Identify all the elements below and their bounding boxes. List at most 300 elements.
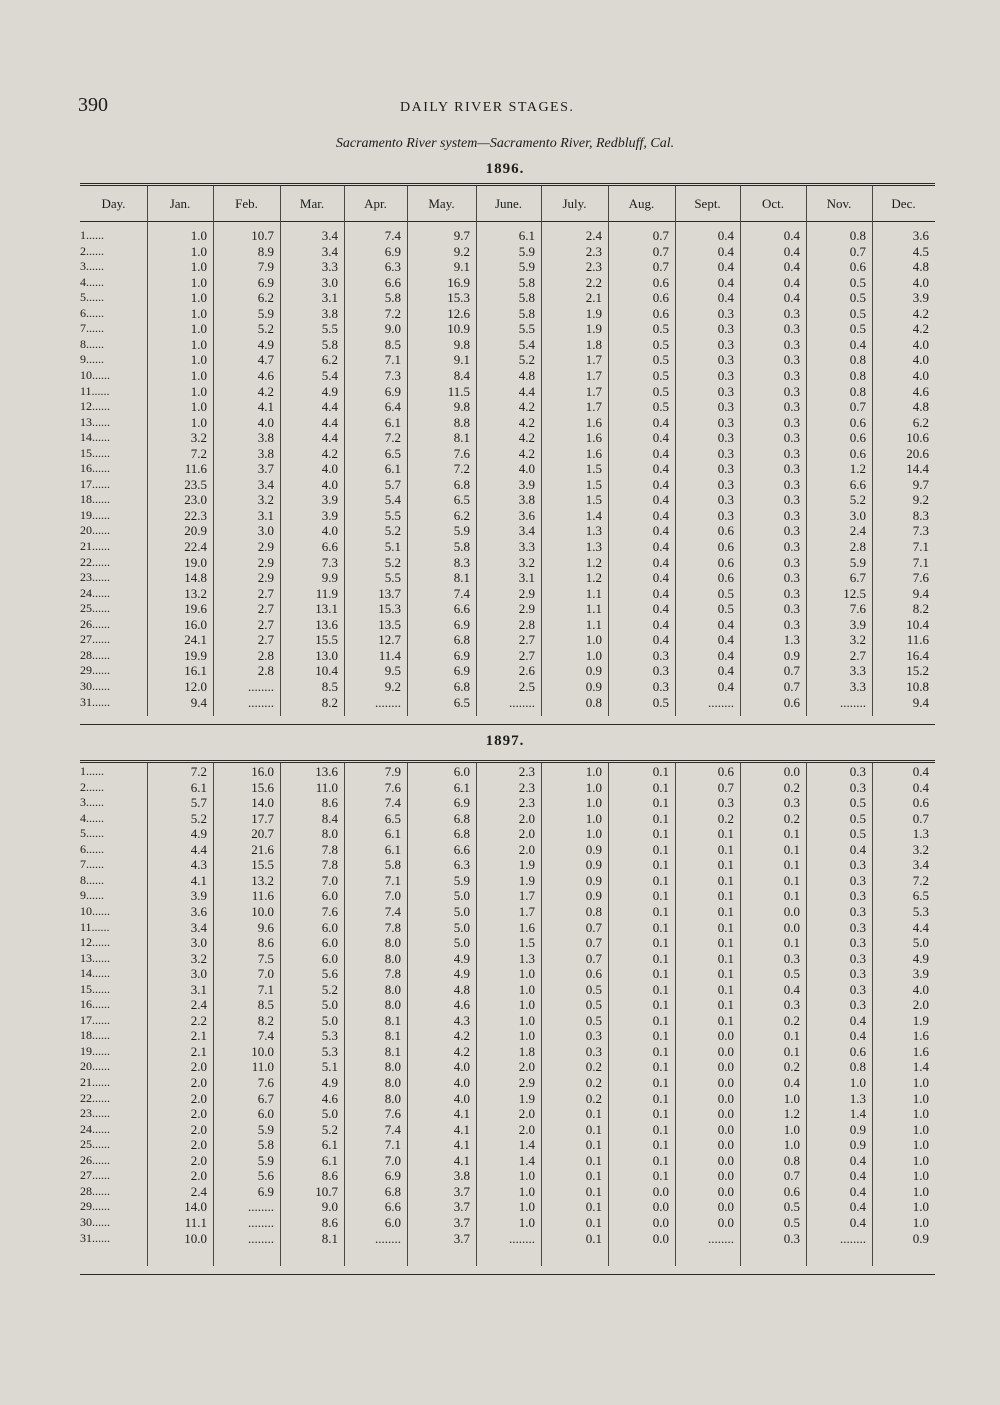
cell-value: 4.4 — [321, 399, 338, 415]
cell-value: 0.4 — [849, 1028, 866, 1044]
cell-value: 5.9 — [849, 554, 866, 570]
cell-value: 1.0 — [518, 966, 535, 982]
cell-value: 6.5 — [912, 888, 929, 904]
cell-value: 6.1 — [384, 841, 401, 857]
cell-value: 1.5 — [585, 492, 602, 508]
cell-value: 13.7 — [378, 585, 401, 601]
cell-value: 3.6 — [912, 228, 929, 243]
cell-value: 3.3 — [321, 259, 338, 275]
cell-value: 19.9 — [184, 647, 207, 663]
cell-value: 7.5 — [257, 950, 274, 966]
cell-value: 15.3 — [447, 290, 470, 306]
cell-value: 0.0 — [717, 1137, 734, 1153]
cell-value: 4.2 — [518, 414, 535, 430]
day-label: 10...... — [80, 367, 110, 382]
cell-value: 6.1 — [384, 461, 401, 477]
day-label: 18...... — [80, 492, 110, 507]
cell-value: 0.5 — [585, 981, 602, 997]
cell-value: 2.0 — [190, 1090, 207, 1106]
cell-value: 3.8 — [453, 1168, 470, 1184]
cell-value: 8.1 — [384, 1028, 401, 1044]
cell-value: 6.7 — [257, 1090, 274, 1106]
cell-value: 0.1 — [652, 872, 669, 888]
cell-value: 7.2 — [912, 872, 929, 888]
day-label: 27...... — [80, 1168, 110, 1183]
cell-value: 2.0 — [518, 810, 535, 826]
cell-value: 7.9 — [384, 764, 401, 779]
cell-value: 6.2 — [453, 507, 470, 523]
column-header: Aug. — [628, 196, 655, 211]
cell-value: 7.0 — [257, 966, 274, 982]
cell-value: 1.1 — [585, 601, 602, 617]
cell-value: 1.0 — [518, 1214, 535, 1230]
blank-dots: ........ — [840, 1230, 866, 1246]
cell-value: 4.2 — [912, 305, 929, 321]
cell-value: 0.7 — [585, 919, 602, 935]
cell-value: 3.7 — [453, 1214, 470, 1230]
cell-value: 8.4 — [453, 367, 470, 383]
cell-value: 7.2 — [384, 430, 401, 446]
cell-value: 2.0 — [518, 826, 535, 842]
cell-value: 6.1 — [190, 779, 207, 795]
cell-value: 2.0 — [518, 1106, 535, 1122]
cell-value: 8.0 — [384, 1090, 401, 1106]
cell-value: 2.0 — [190, 1121, 207, 1137]
cell-value: 0.1 — [652, 1168, 669, 1184]
day-label: 13...... — [80, 414, 110, 429]
cell-value: 0.6 — [849, 1043, 866, 1059]
cell-value: 2.8 — [257, 663, 274, 679]
cell-value: 7.0 — [321, 872, 338, 888]
cell-value: 3.3 — [849, 678, 866, 694]
cell-value: 6.8 — [453, 810, 470, 826]
cell-value: 0.3 — [585, 1028, 602, 1044]
cell-value: 5.3 — [321, 1028, 338, 1044]
cell-value: 0.0 — [783, 903, 800, 919]
cell-value: 3.3 — [518, 539, 535, 554]
cell-value: 0.4 — [717, 678, 734, 694]
cell-value: 3.6 — [190, 903, 207, 919]
cell-value: 0.3 — [849, 919, 866, 935]
cell-value: 0.4 — [652, 414, 669, 430]
cell-value: 0.4 — [849, 1012, 866, 1028]
column-divider — [147, 186, 148, 716]
cell-value: 3.4 — [257, 476, 274, 492]
cell-value: 0.4 — [652, 523, 669, 539]
cell-value: 4.0 — [912, 367, 929, 383]
cell-value: 6.0 — [321, 950, 338, 966]
cell-value: 0.0 — [717, 1028, 734, 1044]
cell-value: 16.0 — [184, 616, 207, 632]
cell-value: 0.1 — [717, 981, 734, 997]
cell-value: 3.1 — [518, 570, 535, 586]
cell-value: 0.9 — [849, 1137, 866, 1153]
cell-value: 16.9 — [447, 274, 470, 290]
cell-value: 4.9 — [453, 966, 470, 982]
cell-value: 9.1 — [453, 352, 470, 368]
cell-value: 0.2 — [585, 1059, 602, 1075]
year-heading: 1897. — [485, 733, 525, 749]
cell-value: 2.2 — [585, 274, 602, 290]
blank-dots: ........ — [375, 694, 401, 710]
cell-value: 4.0 — [912, 981, 929, 997]
cell-value: 4.7 — [257, 352, 274, 368]
cell-value: 0.5 — [849, 795, 866, 811]
cell-value: 6.6 — [849, 476, 866, 492]
cell-value: 0.3 — [783, 321, 800, 337]
cell-value: 2.9 — [518, 585, 535, 601]
cell-value: 0.7 — [783, 1168, 800, 1184]
cell-value: 11.9 — [315, 585, 338, 601]
cell-value: 9.2 — [384, 678, 401, 694]
cell-value: 8.0 — [321, 826, 338, 842]
blank-dots: ........ — [375, 1230, 401, 1246]
cell-value: 5.2 — [384, 523, 401, 539]
cell-value: 5.0 — [321, 1106, 338, 1122]
cell-value: 0.5 — [652, 321, 669, 337]
cell-value: 4.2 — [321, 445, 338, 461]
cell-value: 8.1 — [384, 1012, 401, 1028]
cell-value: 2.7 — [518, 647, 535, 663]
cell-value: 6.1 — [321, 1152, 338, 1168]
cell-value: 1.0 — [912, 1106, 929, 1122]
cell-value: 0.2 — [783, 810, 800, 826]
cell-value: 0.5 — [849, 290, 866, 306]
cell-value: 7.3 — [384, 367, 401, 383]
cell-value: 0.4 — [717, 632, 734, 648]
cell-value: 0.3 — [585, 1043, 602, 1059]
cell-value: 5.9 — [518, 243, 535, 259]
cell-value: 6.3 — [453, 857, 470, 873]
cell-value: 8.5 — [257, 997, 274, 1013]
cell-value: 7.1 — [912, 539, 929, 554]
cell-value: 4.0 — [321, 461, 338, 477]
cell-value: 11.0 — [315, 779, 338, 795]
cell-value: 4.4 — [912, 919, 929, 935]
cell-value: 6.1 — [321, 1137, 338, 1153]
cell-value: 1.0 — [190, 383, 207, 399]
cell-value: 8.5 — [321, 678, 338, 694]
cell-value: 0.5 — [717, 601, 734, 617]
cell-value: 1.0 — [190, 228, 207, 243]
cell-value: 9.4 — [912, 694, 929, 710]
cell-value: 4.1 — [453, 1152, 470, 1168]
cell-value: 0.5 — [652, 399, 669, 415]
column-divider — [213, 186, 214, 716]
cell-value: 0.3 — [783, 399, 800, 415]
cell-value: 1.0 — [912, 1137, 929, 1153]
cell-value: 2.4 — [585, 228, 602, 243]
cell-value: 0.1 — [717, 950, 734, 966]
cell-value: 0.3 — [783, 414, 800, 430]
cell-value: 0.5 — [717, 585, 734, 601]
cell-value: 0.9 — [783, 647, 800, 663]
cell-value: 0.4 — [783, 290, 800, 306]
cell-value: 0.4 — [849, 841, 866, 857]
day-label: 1...... — [80, 764, 104, 778]
cell-value: 10.7 — [315, 1183, 338, 1199]
cell-value: 1.0 — [585, 764, 602, 779]
cell-value: 1.9 — [912, 1012, 929, 1028]
cell-value: 4.3 — [453, 1012, 470, 1028]
cell-value: 1.0 — [190, 274, 207, 290]
cell-value: 0.6 — [783, 1183, 800, 1199]
cell-value: 1.9 — [585, 305, 602, 321]
cell-value: 8.6 — [321, 1214, 338, 1230]
cell-value: 3.4 — [190, 919, 207, 935]
cell-value: 1.4 — [518, 1137, 535, 1153]
cell-value: 3.3 — [849, 663, 866, 679]
cell-value: 1.0 — [518, 997, 535, 1013]
cell-value: 7.4 — [384, 228, 401, 243]
cell-value: 1.0 — [190, 243, 207, 259]
cell-value: 9.7 — [912, 476, 929, 492]
cell-value: 1.0 — [783, 1121, 800, 1137]
cell-value: 1.0 — [190, 321, 207, 337]
cell-value: 0.3 — [849, 935, 866, 951]
cell-value: 14.8 — [184, 570, 207, 586]
cell-value: 6.2 — [321, 352, 338, 368]
year-heading: 1896. — [485, 161, 525, 177]
cell-value: 0.1 — [717, 903, 734, 919]
cell-value: 6.9 — [384, 383, 401, 399]
cell-value: 7.1 — [384, 872, 401, 888]
cell-value: 0.4 — [717, 616, 734, 632]
cell-value: 0.5 — [652, 336, 669, 352]
cell-value: 2.8 — [849, 539, 866, 554]
cell-value: 15.2 — [906, 663, 929, 679]
cell-value: 0.0 — [717, 1090, 734, 1106]
cell-value: 4.6 — [453, 997, 470, 1013]
cell-value: 1.0 — [190, 367, 207, 383]
cell-value: 0.3 — [783, 383, 800, 399]
cell-value: 0.3 — [783, 507, 800, 523]
cell-value: 9.8 — [453, 336, 470, 352]
cell-value: 6.0 — [321, 888, 338, 904]
cell-value: 6.9 — [453, 795, 470, 811]
cell-value: 10.0 — [184, 1230, 207, 1246]
day-label: 23...... — [80, 570, 110, 585]
cell-value: 1.2 — [849, 461, 866, 477]
cell-value: 0.1 — [652, 966, 669, 982]
cell-value: 8.2 — [257, 1012, 274, 1028]
cell-value: 8.0 — [384, 1075, 401, 1090]
cell-value: 9.2 — [912, 492, 929, 508]
blank-dots: ........ — [509, 694, 535, 710]
cell-value: 4.0 — [321, 523, 338, 539]
day-label: 29...... — [80, 663, 110, 678]
day-label: 15...... — [80, 981, 110, 996]
cell-value: 5.8 — [321, 336, 338, 352]
cell-value: 16.1 — [184, 663, 207, 679]
cell-value: 0.1 — [585, 1183, 602, 1199]
day-label: 6...... — [80, 305, 104, 320]
day-label: 5...... — [80, 826, 104, 841]
cell-value: 0.4 — [717, 243, 734, 259]
cell-value: 11.6 — [251, 888, 274, 904]
cell-value: 0.1 — [652, 826, 669, 842]
cell-value: 2.0 — [518, 1121, 535, 1137]
cell-value: 7.4 — [384, 1121, 401, 1137]
cell-value: 0.3 — [849, 857, 866, 873]
cell-value: 5.8 — [257, 1137, 274, 1153]
column-header: Sept. — [694, 196, 721, 211]
cell-value: 0.4 — [652, 616, 669, 632]
column-header: Nov. — [826, 196, 852, 211]
cell-value: 5.2 — [190, 810, 207, 826]
cell-value: 0.1 — [652, 1121, 669, 1137]
cell-value: 0.1 — [783, 1043, 800, 1059]
cell-value: 0.3 — [783, 352, 800, 368]
cell-value: 0.4 — [717, 663, 734, 679]
cell-value: 15.3 — [378, 601, 401, 617]
cell-value: 1.7 — [585, 352, 602, 368]
cell-value: 1.3 — [585, 539, 602, 554]
cell-value: 4.6 — [912, 383, 929, 399]
cell-value: 4.8 — [518, 367, 535, 383]
cell-value: 0.7 — [652, 228, 669, 243]
cell-value: 1.9 — [518, 1090, 535, 1106]
cell-value: 5.0 — [453, 919, 470, 935]
day-label: 28...... — [80, 647, 110, 662]
cell-value: 6.0 — [384, 1214, 401, 1230]
cell-value: 8.0 — [384, 997, 401, 1013]
cell-value: 8.6 — [257, 935, 274, 951]
cell-value: 0.6 — [652, 290, 669, 306]
cell-value: 1.0 — [518, 1168, 535, 1184]
cell-value: 0.6 — [585, 966, 602, 982]
cell-value: 0.0 — [717, 1152, 734, 1168]
cell-value: 0.3 — [717, 476, 734, 492]
cell-value: 13.6 — [315, 764, 338, 779]
cell-value: 0.4 — [783, 259, 800, 275]
cell-value: 0.0 — [717, 1199, 734, 1215]
day-label: 3...... — [80, 259, 104, 274]
cell-value: 2.0 — [190, 1168, 207, 1184]
cell-value: 4.9 — [453, 950, 470, 966]
cell-value: 0.0 — [652, 1183, 669, 1199]
cell-value: 0.4 — [717, 228, 734, 243]
cell-value: 4.0 — [453, 1075, 470, 1090]
cell-value: 0.3 — [717, 445, 734, 461]
cell-value: 5.7 — [384, 476, 401, 492]
cell-value: 7.4 — [384, 795, 401, 811]
cell-value: 0.1 — [652, 888, 669, 904]
cell-value: 5.5 — [518, 321, 535, 337]
day-label: 30...... — [80, 1214, 110, 1229]
cell-value: 1.0 — [912, 1168, 929, 1184]
cell-value: 0.6 — [849, 414, 866, 430]
cell-value: 13.6 — [315, 616, 338, 632]
cell-value: 6.5 — [453, 492, 470, 508]
blank-dots: ........ — [509, 1230, 535, 1246]
cell-value: 5.4 — [321, 367, 338, 383]
cell-value: 4.0 — [453, 1090, 470, 1106]
cell-value: 0.1 — [585, 1199, 602, 1215]
cell-value: 4.9 — [321, 383, 338, 399]
cell-value: 5.1 — [321, 1059, 338, 1075]
day-label: 1...... — [80, 228, 104, 242]
cell-value: 5.7 — [190, 795, 207, 811]
day-label: 3...... — [80, 795, 104, 810]
cell-value: 1.1 — [585, 616, 602, 632]
day-label: 2...... — [80, 779, 104, 794]
cell-value: 6.3 — [384, 259, 401, 275]
cell-value: 4.5 — [912, 243, 929, 259]
cell-value: 0.5 — [652, 352, 669, 368]
cell-value: 0.3 — [717, 305, 734, 321]
cell-value: 4.0 — [912, 352, 929, 368]
cell-value: 0.3 — [783, 616, 800, 632]
cell-value: 5.9 — [257, 1121, 274, 1137]
cell-value: 2.9 — [518, 601, 535, 617]
cell-value: 23.0 — [184, 492, 207, 508]
cell-value: 0.6 — [849, 259, 866, 275]
cell-value: 0.4 — [783, 274, 800, 290]
cell-value: 5.8 — [384, 290, 401, 306]
day-label: 27...... — [80, 632, 110, 647]
cell-value: 0.1 — [783, 888, 800, 904]
cell-value: 2.9 — [257, 539, 274, 554]
cell-value: 2.0 — [518, 841, 535, 857]
cell-value: 1.0 — [190, 290, 207, 306]
cell-value: 10.4 — [906, 616, 929, 632]
cell-value: 6.8 — [453, 476, 470, 492]
cell-value: 7.0 — [384, 1152, 401, 1168]
day-label: 7...... — [80, 857, 104, 872]
cell-value: 0.8 — [585, 694, 602, 710]
column-divider — [608, 763, 609, 1266]
cell-value: 1.0 — [912, 1183, 929, 1199]
day-label: 22...... — [80, 554, 110, 569]
cell-value: 0.1 — [652, 1028, 669, 1044]
cell-value: 5.2 — [518, 352, 535, 368]
cell-value: 4.3 — [190, 857, 207, 873]
cell-value: 0.7 — [783, 663, 800, 679]
cell-value: 6.6 — [384, 274, 401, 290]
cell-value: 1.5 — [585, 476, 602, 492]
cell-value: 5.2 — [384, 554, 401, 570]
cell-value: 0.4 — [849, 1183, 866, 1199]
cell-value: 0.3 — [783, 305, 800, 321]
cell-value: 24.1 — [184, 632, 207, 648]
cell-value: 0.3 — [783, 476, 800, 492]
cell-value: 0.4 — [652, 461, 669, 477]
cell-value: 14.4 — [906, 461, 929, 477]
cell-value: 0.3 — [849, 779, 866, 795]
cell-value: 0.9 — [849, 1121, 866, 1137]
cell-value: 22.4 — [184, 539, 207, 554]
cell-value: 0.6 — [849, 445, 866, 461]
cell-value: 0.1 — [717, 857, 734, 873]
cell-value: 1.7 — [518, 903, 535, 919]
cell-value: 6.1 — [453, 779, 470, 795]
cell-value: 8.2 — [912, 601, 929, 617]
cell-value: 0.8 — [585, 903, 602, 919]
cell-value: 3.9 — [190, 888, 207, 904]
column-header: Feb. — [235, 196, 258, 211]
cell-value: 5.0 — [453, 935, 470, 951]
column-header: May. — [428, 196, 455, 211]
cell-value: 5.1 — [384, 539, 401, 554]
cell-value: 1.2 — [585, 554, 602, 570]
column-divider — [541, 186, 542, 716]
cell-value: 1.6 — [585, 445, 602, 461]
cell-value: 0.1 — [783, 1028, 800, 1044]
cell-value: 8.5 — [384, 336, 401, 352]
cell-value: 5.4 — [384, 492, 401, 508]
cell-value: 10.9 — [447, 321, 470, 337]
